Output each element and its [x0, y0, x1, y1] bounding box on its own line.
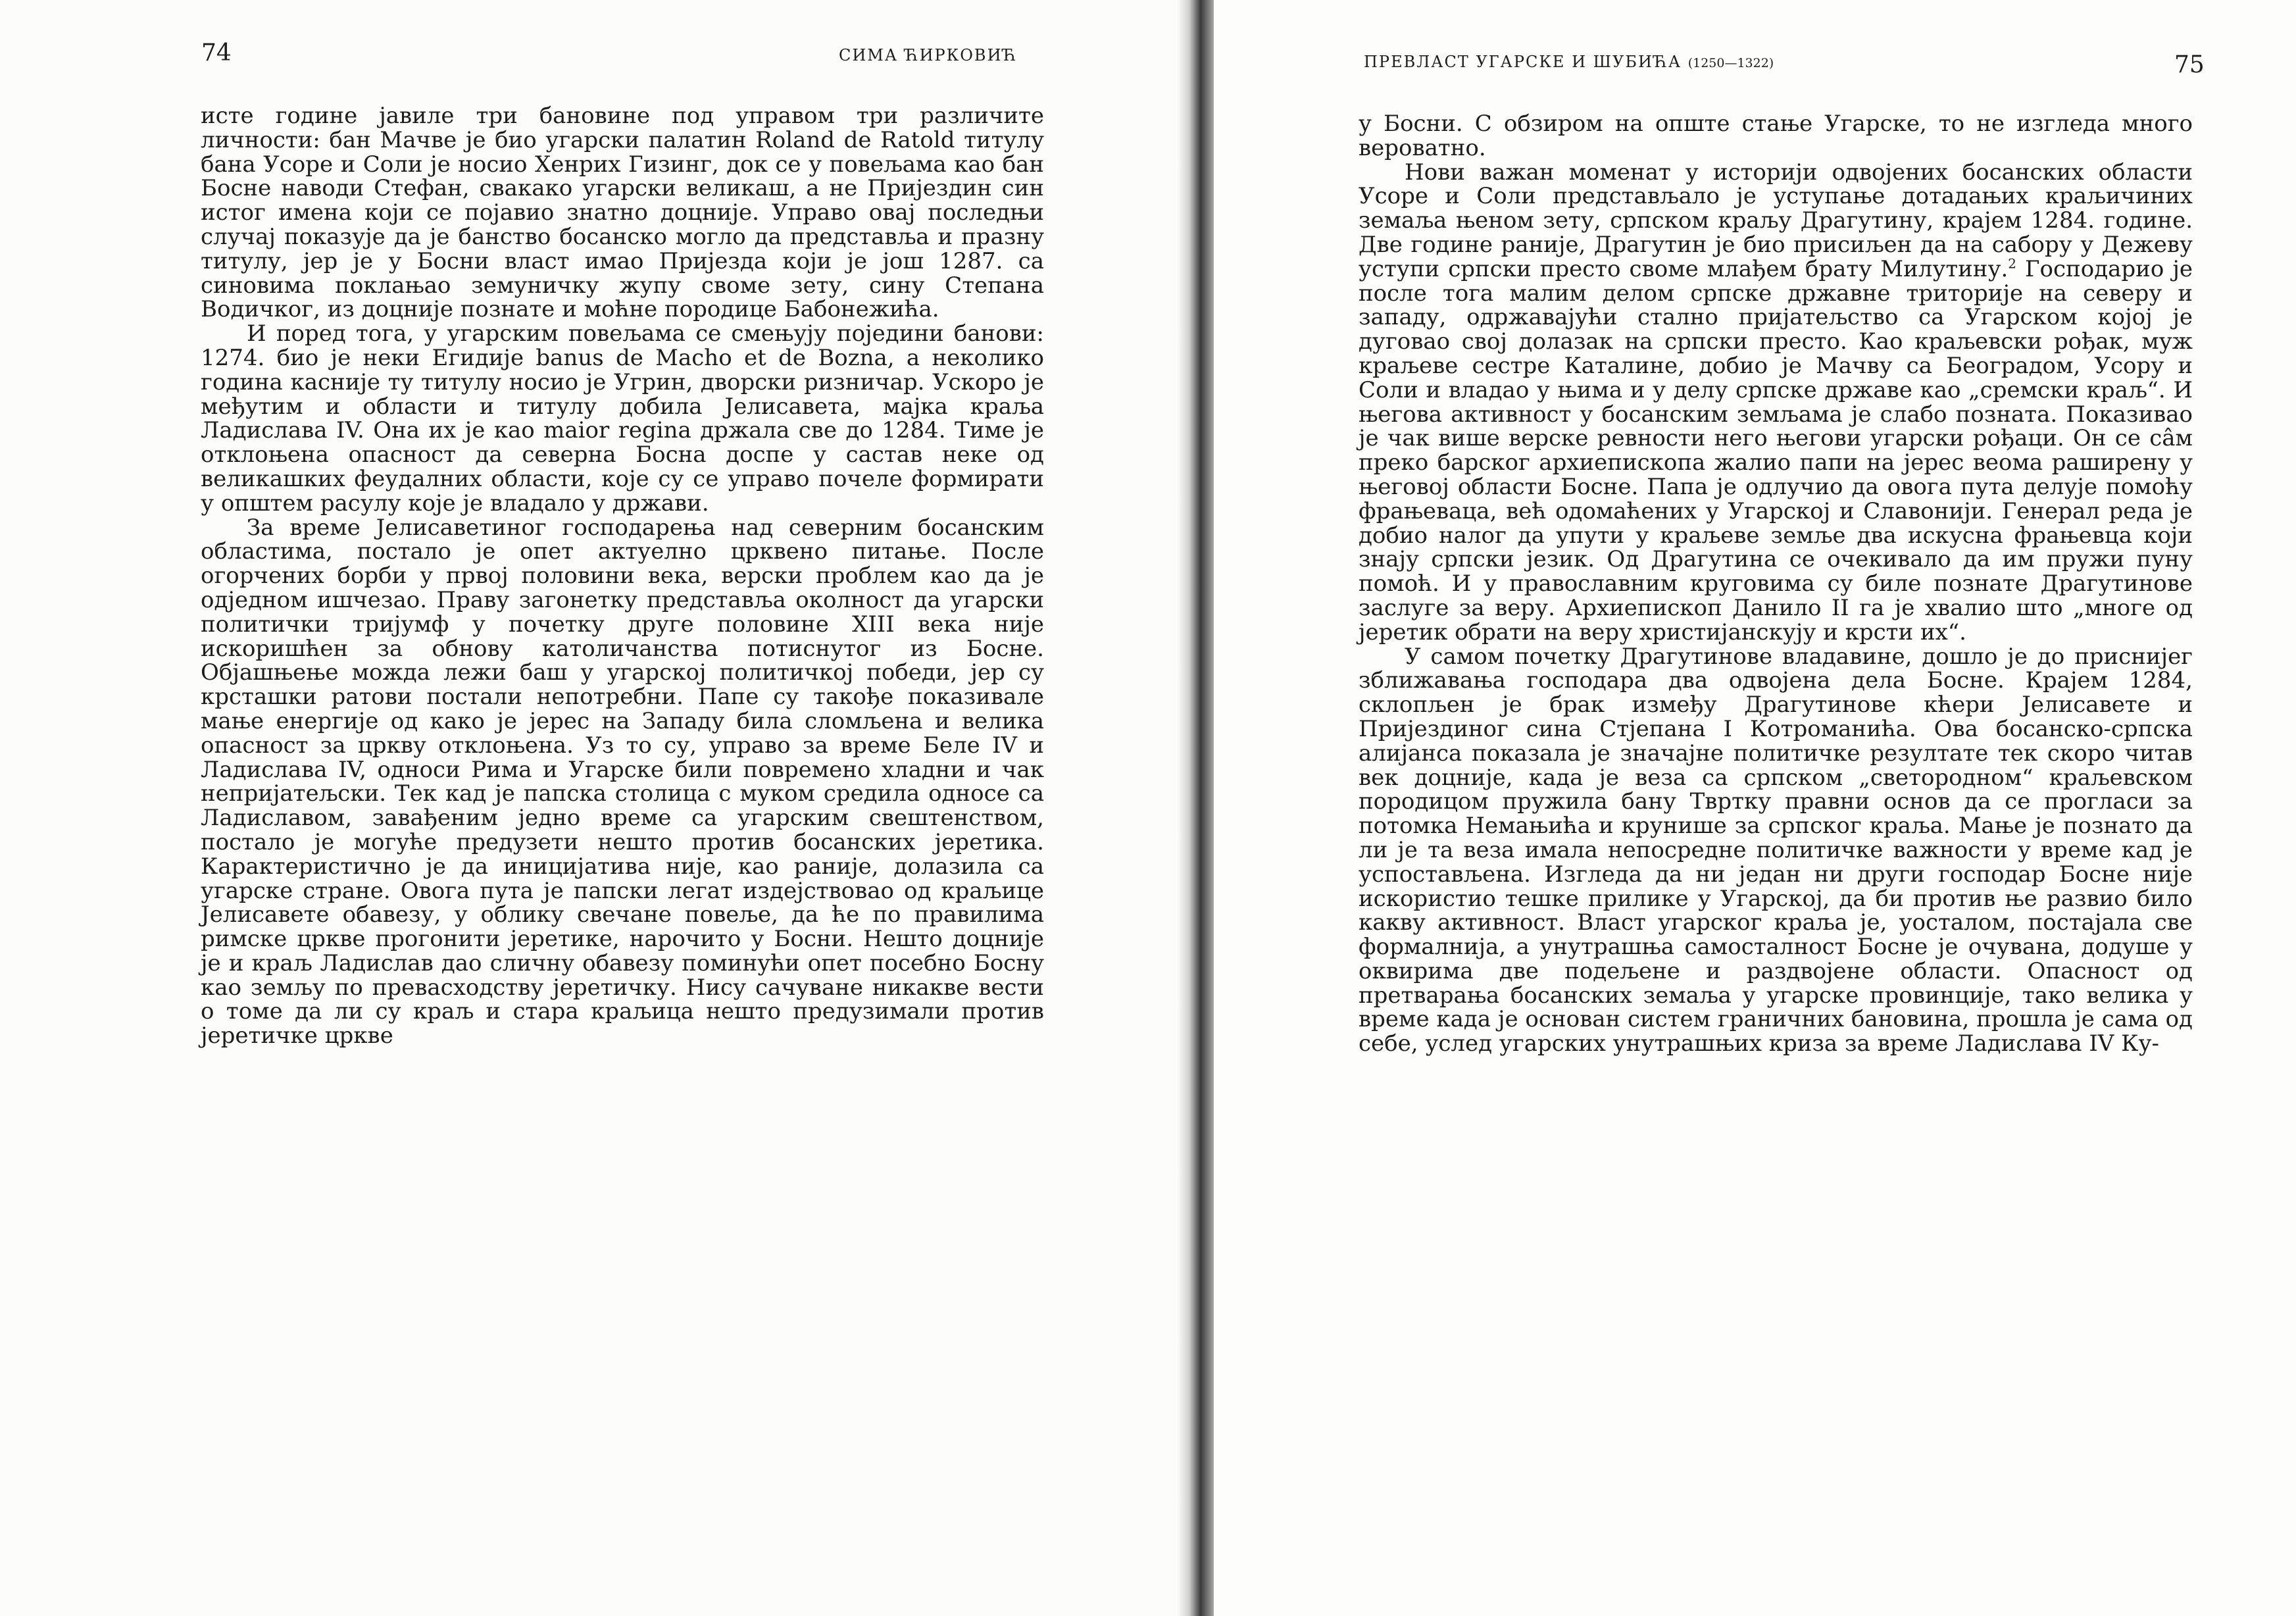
paragraph-text: Господарио је после тога малим делом српске државне триторије на северу и западу, одржавајући стално пријатељство са Угарском којој је дуговао свој долазак на српски престо. Као краљевски рођак, муж краљеве сестре Каталине, добио је Мачву са Београдом, Усору и Соли и владао у њима и у делу српске државе као „сремски краљ“. И његова активност у босанским земљама је слабо позната. Показивао је чак више верске ревности него његови угарски рођаци. Он се сâм преко барског архиепископа жалио папи на јерес веома раширену у његовој области Босне. Папа је одлучио да овога пута делује помоћу фрањеваца, већ одомаћених у Угарској и Славонији. Генерал реда је добио налог да упути у краљеве земље два искусна фрањевца који знају српски језик. Од Драгутина се очекивало да им пружи пуну помоћ. И у православним круговима су биле познате Драгутинове заслуге за веру. Архиепископ Данило II га је хвалио што „многе од јеретик обрати на веру христијанскују и крсти их“.: [1359, 255, 2193, 645]
right-page: [1214, 0, 2296, 1616]
paragraph: исте године јавиле три бановине под управом три различите личности: бан Мачве је био угарски палатин Roland de Ratold титулу бана Усоре и Соли је носио Хенрих Гизинг, док се у повељама као бан Босне наводи Стефан, свакако угарски великаш, а не Пријездин син истог имена који се појавио знатно доцније. Управо овај последњи случај показује да је банство босанско могло да представља и празну титулу, јер је у Босни власт имао Пријезда који је још 1287. са синовима поклањао земуничку жупу своме зету, сину Степана Водичког, из доцније познате и моћне породице Бабонежића.: [201, 103, 1044, 323]
running-head: [1364, 53, 1774, 71]
paragraph: И поред тога, у угарским повељама се смењују поједини банови: 1274. био је неки Егидије banus de Macho et de Bozna, а неколико година касније ту титулу носио је Угрин, дворски ризничар. Ускоро је међутим и области и титулу добила Јелисавета, мајка краља Ладислава IV. Она их је као maior regina држала све до 1284. Тиме је отклоњена опасност да северна Босна доспе у састав неке од великашких феудалних области, које су се управо почеле формирати у општем расулу које је владало у држави.: [201, 320, 1044, 517]
paragraph: у Босни. С обзиром на опште стање Угарске, то не изгледа много вероватно.: [1359, 111, 2193, 161]
paragraph: За време Јелисаветиног господарења над северним босанским областима, постало је опет актуелно црквено питање. После огорчених борби у првој половини века, верски проблем као да је одједном ишчезао. Праву загонетку представља околност да угарски политички тријумф у почетку друге половине XIII века није искоришћен за обнову католичанства потиснутог из Босне. Објашњење можда лежи баш у угарској политичкој победи, јер су крсташки ратови постали непотребни. Папе су такође показивале мање енергије од како је јерес на Западу била сломљена и велика опасност за цркву отклоњена. Уз то су, управо за време Беле IV и Ладислава IV, односи Рима и Угарске били повремено хладни и чак непријатељски. Тек кад је папска столица с муком средила односе са Ладиславом, завађеним једно време са угарским свештенством, постало је могуће предузети нешто против босанских јеретика. Карактеристично је да иницијатива није, као раније, долазила са угарске стране. Овога пута је папски легат издејствовао од краљице Јелисавете обавезу, у облику свечане повеље, да ће по правилима римске цркве прогонити јеретике, нарочито у Босни. Нешто доцније је и краљ Ладислав дао сличну обавезу поминући опет посебно Босну као земљу по превасходству јеретичку. Нису сачуване никакве вести о томе да ли су краљ и стара краљица нешто предузимали против јеретичке цркве: [201, 514, 1044, 1049]
paragraph: [1359, 161, 2193, 645]
footnote-mark: 2: [2008, 255, 2017, 272]
page-number: 75: [2174, 51, 2205, 78]
paragraph: У самом почетку Драгутинове владавине, дошло је до приснијег зближавања господара два одвојена дела Босне. Крајем 1284, склопљен је брак између Драгутинове кћери Јелисавете и Пријездиног сина Стјепана I Котроманића. Ова босанско-српска алијанса показала је значајне политичке резултате тек скоро читав век доцније, када је веза са српском „светородном“ краљевском породицом пружила бану Твртку правни основ да се прогласи за потомка Немањића и крунише за српског краља. Мање је познато да ли је та веза имала непосредне политичке важности у време кад је успостављена. Изгледа да ни један ни други господар Босне није искористио тешке прилике у Угарској, да би против ње развио било какву активност. Власт угарског краља је, уосталом, постајала све формалнија, а унутрашња самосталност Босне је очувана, додуше у оквирима две подељене и раздвојене области. Опасност од претварања босанских земаља у угарске провинције, тако велика у време када је основан систем граничних бановина, прошла је сама од себе, услед угарских унутрашњих криза за време Ладислава IV Ку-: [1359, 643, 2193, 1057]
paragraph-text: Нови важан моменат у историји одвојених босанских области Усоре и Соли представљало је уступање дотадањих краљичиних земаља њеном зету, српском краљу Драгутину, крајем 1284. године. Две године раније, Драгутин је био присиљен да на сабору у Дежеву уступи српски престо своме млађем брату Милутину.: [1359, 159, 2193, 282]
page-number: 74: [201, 39, 232, 66]
running-head-years: (1250—1322): [1687, 56, 1774, 70]
running-head-title: ПРЕВЛАСТ УГАРСКЕ И ШУБИЋА: [1364, 53, 1682, 71]
running-head: СИМА ЋИРКОВИЋ: [839, 46, 1018, 64]
body-text: [1359, 112, 2193, 1056]
body-text: [201, 104, 1044, 1048]
